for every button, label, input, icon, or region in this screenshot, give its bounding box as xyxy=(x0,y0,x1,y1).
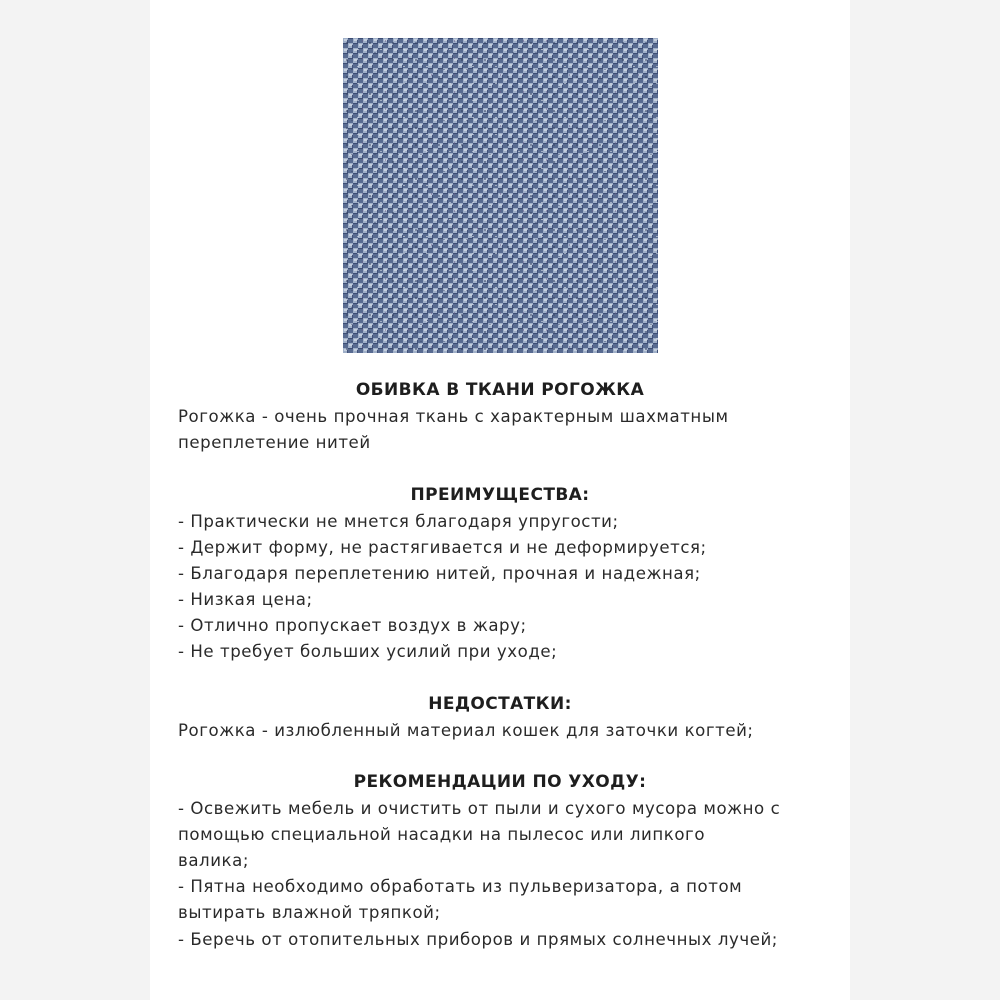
disadvantage-item: Рогожка - излюбленный материал кошек для заточки когтей; xyxy=(178,721,754,740)
advantages-heading: ПРЕИМУЩЕСТВА: xyxy=(410,485,590,505)
intro-line: Рогожка - очень прочная ткань с характерным шахматным xyxy=(178,407,729,426)
advantage-item: - Практически не мнется благодаря упругости; xyxy=(178,512,619,531)
advantage-item: - Отлично пропускает воздух в жару; xyxy=(178,616,527,635)
care-heading: РЕКОМЕНДАЦИИ ПО УХОДУ: xyxy=(353,772,647,792)
care-line: - Пятна необходимо обработать из пульверизатора, а потом xyxy=(178,877,743,896)
intro-line: переплетение нитей xyxy=(178,433,371,452)
advantage-item: - Не требует больших усилий при уходе; xyxy=(178,642,558,661)
disadvantages-heading: НЕДОСТАТКИ: xyxy=(428,694,572,714)
care-line: вытирать влажной тряпкой; xyxy=(178,903,441,922)
advantage-item: - Держит форму, не растягивается и не деформируется; xyxy=(178,538,707,557)
advantage-item: - Низкая цена; xyxy=(178,590,313,609)
advantage-item: - Благодаря переплетению нитей, прочная и надежная; xyxy=(178,564,701,583)
fabric-swatch-image xyxy=(343,38,658,353)
care-line: - Беречь от отопительных приборов и прямых солнечных лучей; xyxy=(178,930,778,949)
fabric-texture xyxy=(343,38,658,353)
main-heading: ОБИВКА В ТКАНИ РОГОЖКА xyxy=(355,380,645,400)
care-line: валика; xyxy=(178,851,249,870)
care-line: - Освежить мебель и очистить от пыли и сухого мусора можно с xyxy=(178,799,781,818)
care-line: помощью специальной насадки на пылесос или липкого xyxy=(178,825,706,844)
